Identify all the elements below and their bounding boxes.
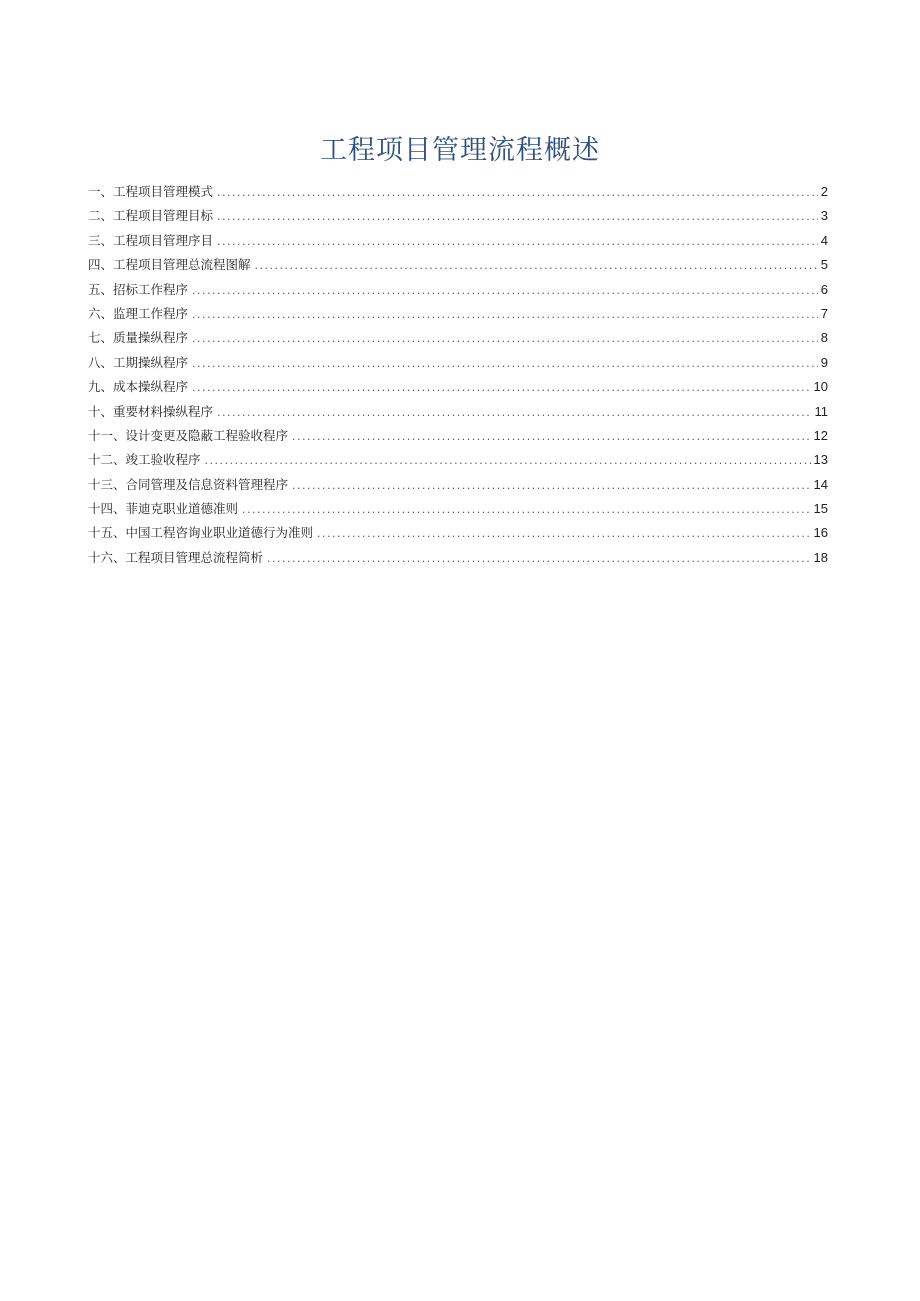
toc-entry-label: 八、工期操纵程序 — [88, 354, 189, 370]
toc-entry[interactable] — [88, 400, 828, 424]
toc-entry-page-number: 11 — [814, 403, 828, 419]
toc-dot-leader — [192, 376, 811, 400]
toc-entry[interactable] — [88, 473, 828, 497]
toc-entry-page-number: 12 — [813, 427, 828, 443]
toc-entry-label: 一、工程项目管理模式 — [88, 184, 214, 199]
toc-entry-page-number: 13 — [813, 452, 828, 468]
toc-entry-label: 十二、竣工验收程序 — [88, 452, 201, 468]
toc-entry-page-number: 16 — [813, 525, 828, 541]
toc-entry[interactable] — [88, 497, 828, 521]
toc-dot-leader — [192, 352, 818, 376]
toc-entry-label: 十四、菲迪克职业道德准则 — [88, 501, 239, 517]
toc-entry-page-number: 7 — [820, 305, 828, 321]
toc-entry-label: 三、工程项目管理序目 — [88, 232, 214, 248]
toc-dot-leader — [292, 474, 811, 498]
toc-entry[interactable] — [88, 302, 828, 326]
toc-dot-leader — [192, 279, 818, 303]
toc-entry-label: 二、工程项目管理目标 — [88, 208, 214, 224]
toc-dot-leader — [217, 230, 818, 254]
toc-entry[interactable] — [88, 375, 828, 399]
toc-entry-page-number: 10 — [813, 379, 828, 395]
toc-entry-page-number: 4 — [820, 232, 828, 248]
toc-dot-leader — [217, 181, 818, 205]
toc-entry-label: 十一、设计变更及隐蔽工程验收程序 — [88, 427, 289, 443]
toc-dot-leader — [217, 205, 818, 229]
toc-entry-label: 四、工程项目管理总流程图解 — [88, 257, 251, 273]
toc-entry-page-number: 15 — [813, 501, 828, 517]
toc-dot-leader — [242, 498, 811, 522]
toc-entry-page-number: 9 — [820, 354, 828, 370]
toc-dot-leader — [217, 401, 811, 425]
toc-dot-leader — [192, 327, 818, 351]
toc-dot-leader — [317, 522, 811, 546]
toc-entry-page-number: 6 — [820, 281, 828, 297]
toc-dot-leader — [267, 547, 811, 571]
toc-entry-label: 七、质量操纵程序 — [88, 330, 189, 346]
toc-entry-page-number: 8 — [820, 330, 828, 346]
toc-entry-page-number: 5 — [820, 257, 828, 273]
toc-entry-page-number: 14 — [813, 476, 828, 492]
toc-dot-leader — [255, 254, 818, 278]
toc-entry-label: 十、重要材料操纵程序 — [88, 403, 214, 419]
toc-entry[interactable] — [88, 204, 828, 228]
toc-dot-leader — [192, 303, 818, 327]
toc-entry[interactable] — [88, 253, 828, 277]
toc-entry-label: 十五、中国工程咨询业职业道德行为准则 — [88, 525, 314, 541]
toc-entry-page-number: 2 — [820, 184, 828, 199]
toc-entry[interactable] — [88, 180, 828, 204]
toc-entry[interactable] — [88, 448, 828, 472]
toc-entry-label: 十三、合同管理及信息资料管理程序 — [88, 476, 289, 492]
toc-entry-page-number: 18 — [813, 549, 828, 565]
toc-entry[interactable] — [88, 521, 828, 545]
toc-entry-label: 五、招标工作程序 — [88, 281, 189, 297]
toc-entry[interactable] — [88, 351, 828, 375]
table-of-contents — [88, 180, 828, 570]
toc-entry[interactable] — [88, 424, 828, 448]
toc-entry[interactable] — [88, 278, 828, 302]
toc-dot-leader — [292, 425, 811, 449]
toc-entry-label: 六、监理工作程序 — [88, 305, 189, 321]
toc-entry-label: 十六、工程项目管理总流程简析 — [88, 549, 264, 565]
toc-entry[interactable] — [88, 546, 828, 570]
toc-entry[interactable] — [88, 229, 828, 253]
toc-entry[interactable] — [88, 326, 828, 350]
toc-dot-leader — [205, 449, 811, 473]
document-title: 工程项目管理流程概述 — [320, 135, 600, 166]
toc-entry-page-number: 3 — [820, 208, 828, 224]
toc-entry-label: 九、成本操纵程序 — [88, 379, 189, 395]
